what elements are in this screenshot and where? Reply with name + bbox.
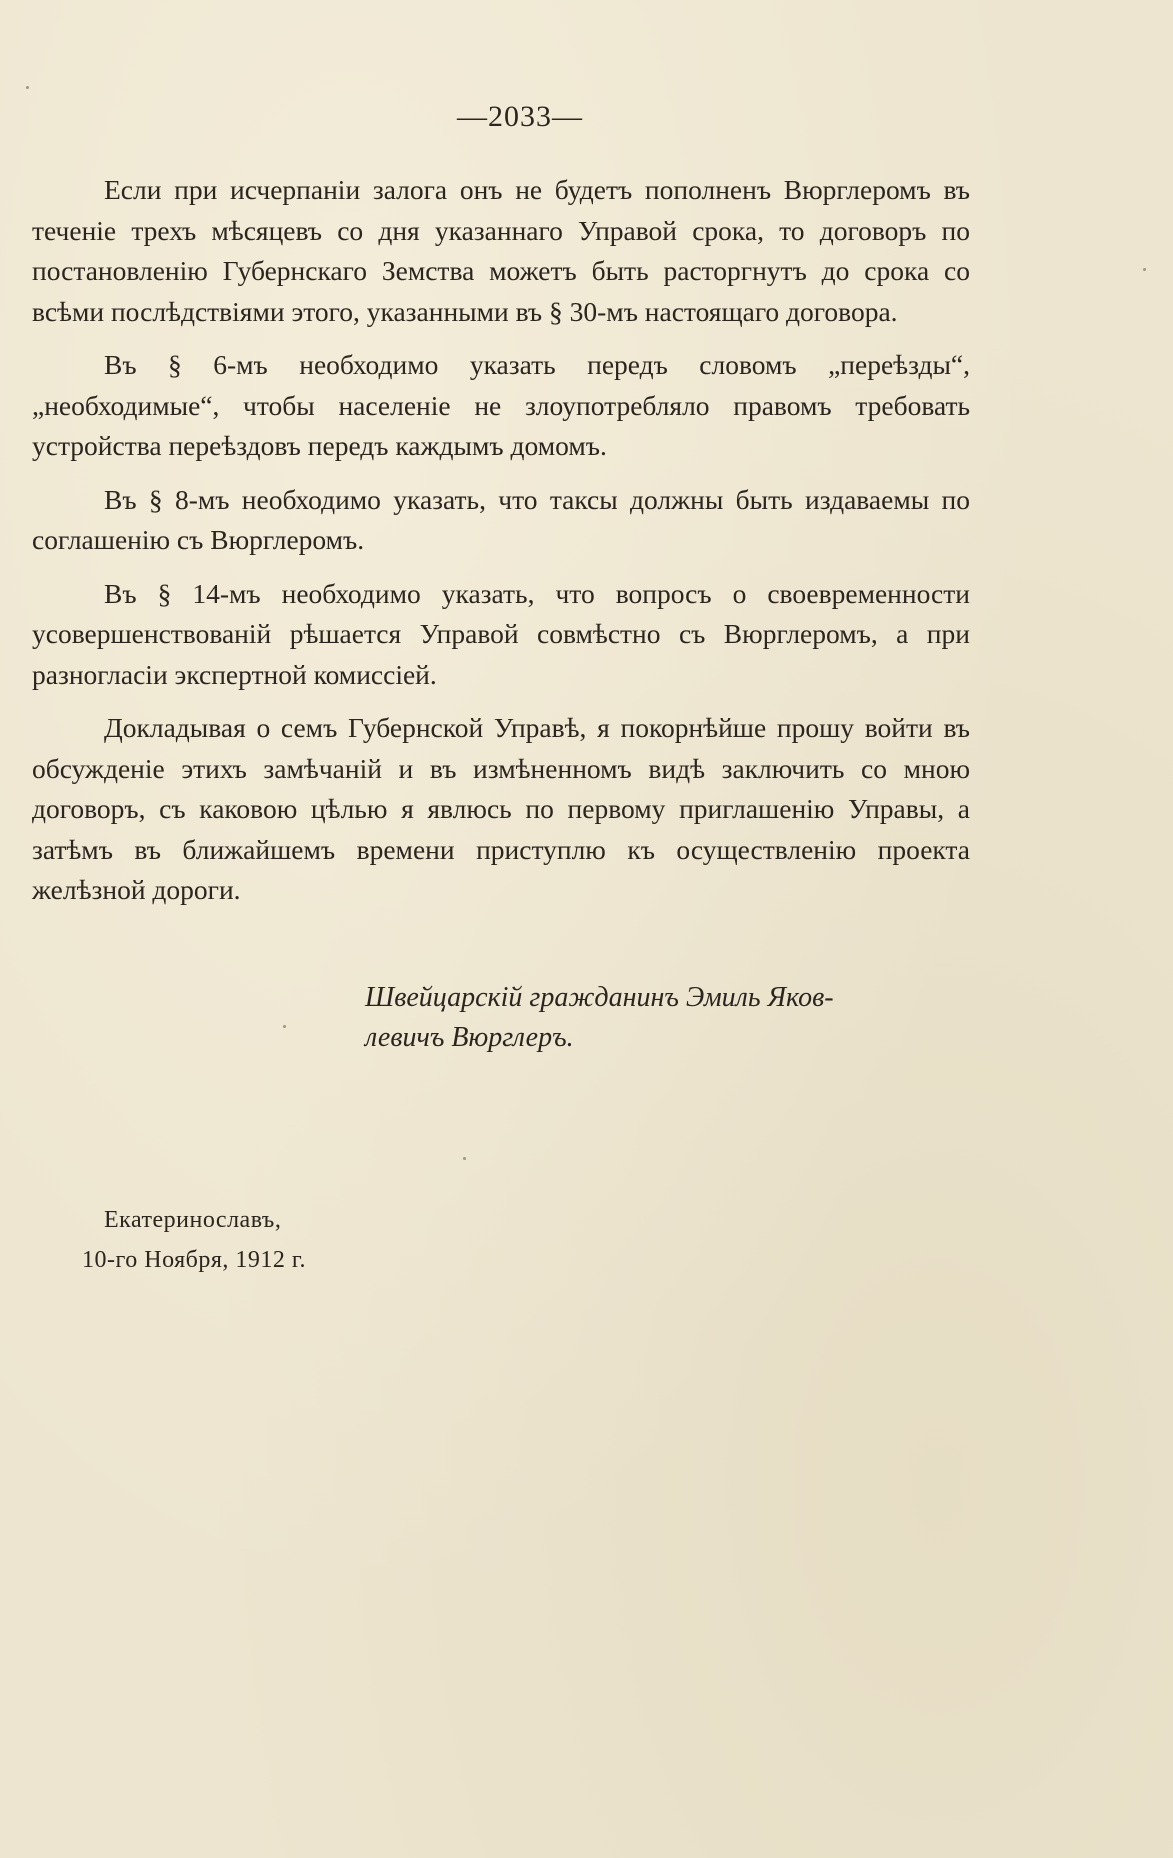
body-text <box>32 170 970 924</box>
paragraph-3: Въ § 8-мъ необходимо указать, что таксы должны быть издаваемы по соглашенію съ Вюрглеромъ. <box>32 483 970 555</box>
paragraph-1: Если при исчерпаніи залога онъ не будетъ пополненъ Вюрглеромъ въ теченіе трехъ мѣсяцевъ со дня указаннаго Управой срока, то договоръ по постановленію Губернскаго Земства можетъ быть расторгнутъ до срока со всѣми послѣдствіями этого, указанными въ § 30-мъ настоящаго договора. <box>32 174 970 327</box>
paper-speck <box>26 86 29 89</box>
paper-speck <box>463 1157 466 1160</box>
paragraph-2: Въ § 6-мъ необходимо указать передъ словомъ „переѣзды“, „необходимые“, чтобы населеніе не злоупотребляло правомъ требовать устройства переѣздовъ передъ каждымъ домомъ. <box>32 349 970 461</box>
paragraph-5: Докладывая о семъ Губернской Управѣ, я покорнѣйше прошу войти въ обсужденіе этихъ замѣчаній и въ измѣненномъ видѣ заключить со мною договоръ, съ каковою цѣлью я явлюсь по первому приглашенію Управы, а затѣмъ въ ближайшемъ времени приступлю къ осуществленію проекта желѣзной дороги. <box>32 712 970 905</box>
paragraph-4: Въ § 14-мъ необходимо указать, что вопросъ о своевременности усовершенствованій рѣшается Управой совмѣстно съ Вюрглеромъ, а при разногласіи экспертной комиссіей. <box>32 577 970 690</box>
paper-speck <box>1143 268 1146 271</box>
signature-line-1: Швейцарскій гражданинъ Эмиль Яков- <box>365 982 834 1013</box>
paper-speck <box>283 1025 286 1028</box>
signature <box>365 978 970 1058</box>
place-date <box>82 1200 306 1280</box>
page-number: —2033— <box>457 100 583 133</box>
signature-line-2: левичъ Вюрглеръ. <box>365 1022 574 1053</box>
place-line: Екатеринославъ, <box>104 1207 282 1233</box>
date-line: 10-го Ноября, 1912 г. <box>82 1247 307 1273</box>
